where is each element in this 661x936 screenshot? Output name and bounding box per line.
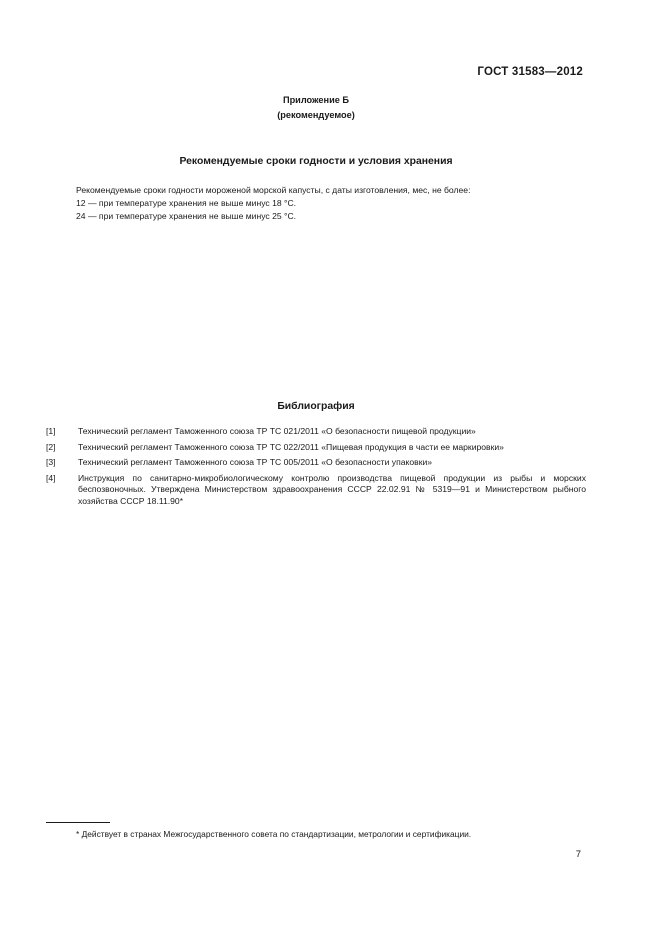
bibliography-item-number: [2] — [46, 441, 56, 452]
bibliography-item-number: [3] — [46, 457, 56, 467]
storage-line: 12 — при температуре хранения не выше минус 18 °С. — [76, 198, 297, 208]
bibliography-item — [46, 473, 586, 508]
bibliography-item-text: Технический регламент Таможенного союза ТР ТС 005/2011 «О безопасности упаковки» — [78, 457, 433, 467]
storage-section-body — [76, 184, 576, 223]
footnote-divider — [46, 822, 110, 823]
bibliography-item-text: Технический регламент Таможенного союза ТР ТС 021/2011 «О безопасности пищевой продукции» — [78, 426, 476, 436]
footnote: * Действует в странах Межгосударственного совета по стандартизации, метрологии и сертификации. — [76, 829, 472, 839]
bibliography-list — [46, 426, 586, 511]
bibliography-item — [46, 457, 586, 469]
bibliography-item-text: Технический регламент Таможенного союза ТР ТС 022/2011 «Пищевая продукция в части ее маркировки» — [78, 441, 504, 452]
storage-line: Рекомендуемые сроки годности мороженой морской капусты, с даты изготовления, мес, не более: — [76, 185, 471, 195]
storage-line: 24 — при температуре хранения не выше минус 25 °С. — [76, 211, 297, 221]
storage-section-title: Рекомендуемые сроки годности и условия хранения — [179, 156, 453, 167]
bibliography-item-number: [1] — [46, 426, 56, 436]
appendix-subtitle: (рекомендуемое) — [277, 110, 355, 120]
standard-number: ГОСТ 31583—2012 — [477, 66, 583, 78]
page-number: 7 — [575, 849, 581, 860]
bibliography-item — [46, 442, 586, 454]
bibliography-item — [46, 426, 586, 438]
bibliography-title: Библиография — [277, 401, 355, 412]
bibliography-item-number: [4] — [46, 472, 56, 483]
bibliography-item-text: Инструкция по санитарно-микробиологическому контролю производства пищевой продукции из рыбы и морских беспозвоночных. Утверждена Министерством здравоохранения СССР 22.02.91 № 5319—91 и Министерством рыбного хозяйства СССР 18.11.90* — [78, 472, 586, 506]
appendix-title: Приложение Б — [282, 95, 350, 105]
appendix-heading — [0, 93, 632, 123]
